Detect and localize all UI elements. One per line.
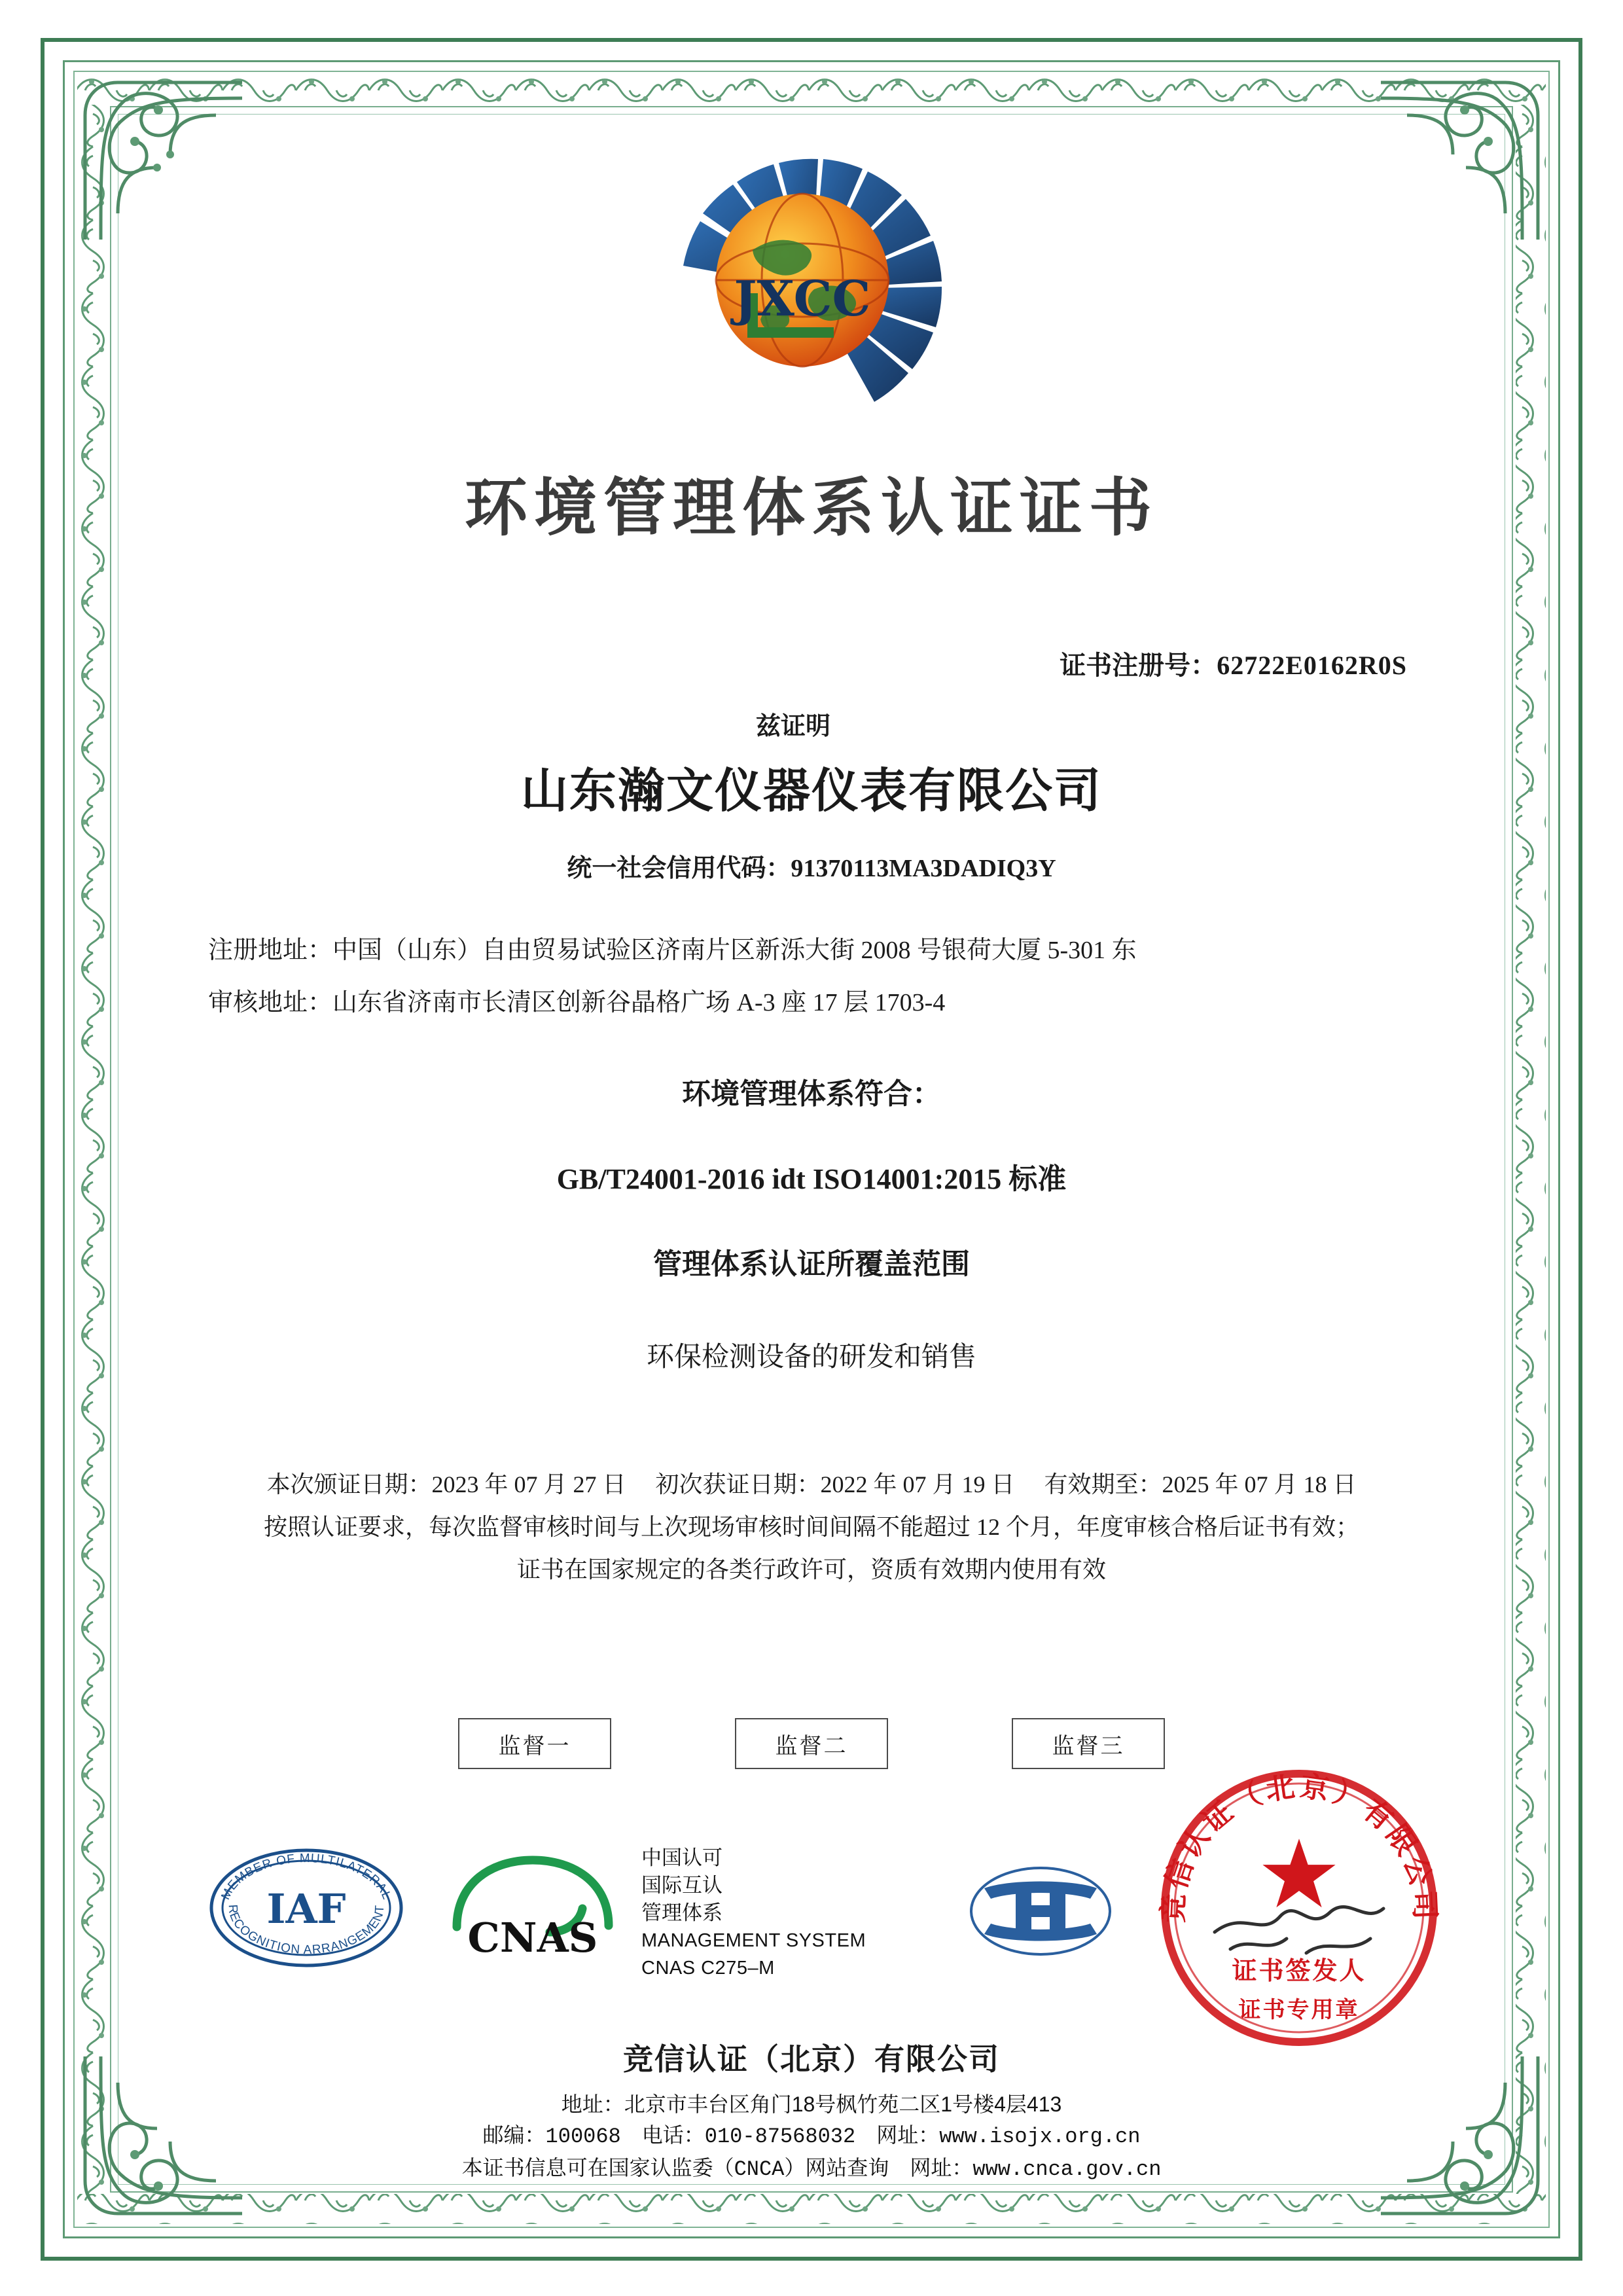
scope-title: 管理体系认证所覆盖范围: [653, 1248, 970, 1280]
standard-reference: GB/T24001-2016 idt ISO14001:2015 标准: [556, 1163, 1067, 1195]
footer-verify: 本证书信息可在国家认监委（CNCA）网站查询 网址：www.cnca.gov.cn: [461, 2157, 1162, 2181]
cnas-line-2: 国际互认: [641, 1874, 722, 1897]
footer-organization: 竞信认证（北京）有限公司: [623, 2043, 1000, 2076]
registered-address: 注册地址：中国（山东）自由贸易试验区济南片区新泺大街 2008 号银荷大厦 5-301 东: [208, 937, 1137, 964]
iaf-logo-icon: [208, 1846, 404, 1970]
dates-line: 本次颁证日期：2023 年 07 月 27 日 初次获证日期：2022 年 07 月 19 日 有效期至：2025 年 07 月 18 日: [266, 1471, 1357, 1498]
official-seal: [1152, 1761, 1446, 2055]
seal-line-2: 证书专用章: [1238, 1997, 1360, 2023]
cnas-line-en: MANAGEMENT SYSTEM: [641, 1930, 866, 1951]
iaf-main-text: IAF: [266, 1885, 346, 1933]
footer-address: 地址：北京市丰台区角门18号枫竹苑二区1号楼4层413: [561, 2092, 1062, 2116]
cnas-logo-icon: [452, 1854, 615, 1965]
credit-code-label: 统一社会信用代码：: [567, 855, 791, 882]
logo-text: JXCC: [734, 271, 871, 327]
company-name: 山东瀚文仪器仪表有限公司: [520, 765, 1102, 817]
registration-number-value: 62722E0162R0S: [1217, 651, 1407, 680]
footer: [0, 2036, 1623, 2186]
cnas-line-1: 中国认可: [641, 1846, 722, 1869]
credit-code: [0, 848, 1623, 884]
validity-note-line-1: 按照认证要求，每次监督审核时间与上次现场审核时间间隔不能超过 12 个月，年度审核合格后证书有效；: [263, 1514, 1359, 1540]
cnas-description: [641, 1844, 866, 1982]
conformance-title: 环境管理体系符合：: [682, 1078, 941, 1110]
registration-number: [1060, 645, 1407, 682]
audit-address: 审核地址：山东省济南市长清区创新谷晶格广场 A-3 座 17 层 1703-4: [208, 989, 946, 1016]
supervision-boxes: [458, 1718, 1165, 1769]
iaf-bottom-text: RECOGNITION ARRANGEMENT: [225, 1904, 387, 1958]
cnas-main-text: CNAS: [467, 1914, 598, 1962]
hereby-certify-label: 兹证明: [756, 713, 831, 740]
page-title: 环境管理体系认证证书: [465, 471, 1158, 545]
company-mark-icon: [969, 1862, 1113, 1960]
seal-ring-text: 竞信认证（北京）有限公司: [1156, 1769, 1442, 1924]
supervision-box-1[interactable]: 监督一: [458, 1718, 611, 1769]
cnas-line-3: 管理体系: [641, 1901, 722, 1924]
scope-body: 环保检测设备的研发和销售: [646, 1342, 976, 1372]
iaf-top-text: MEMBER OF MULTILATERAL: [219, 1851, 394, 1902]
seal-line-1: 证书签发人: [1232, 1956, 1366, 1985]
credit-code-value: 91370113MA3DADIQ3Y: [791, 855, 1056, 882]
footer-contact: 邮编：100068 电话：010-87568032 网址：www.isojx.org.cn: [482, 2125, 1141, 2149]
validity-note-line-2: 证书在国家规定的各类行政许可，资质有效期内使用有效: [516, 1556, 1106, 1583]
jxcc-logo-icon: [674, 152, 949, 427]
supervision-box-3[interactable]: 监督三: [1012, 1718, 1165, 1769]
supervision-box-2[interactable]: 监督二: [735, 1718, 888, 1769]
cnas-code: CNAS C275–M: [641, 1958, 775, 1979]
registration-number-label: 证书注册号：: [1060, 651, 1217, 680]
